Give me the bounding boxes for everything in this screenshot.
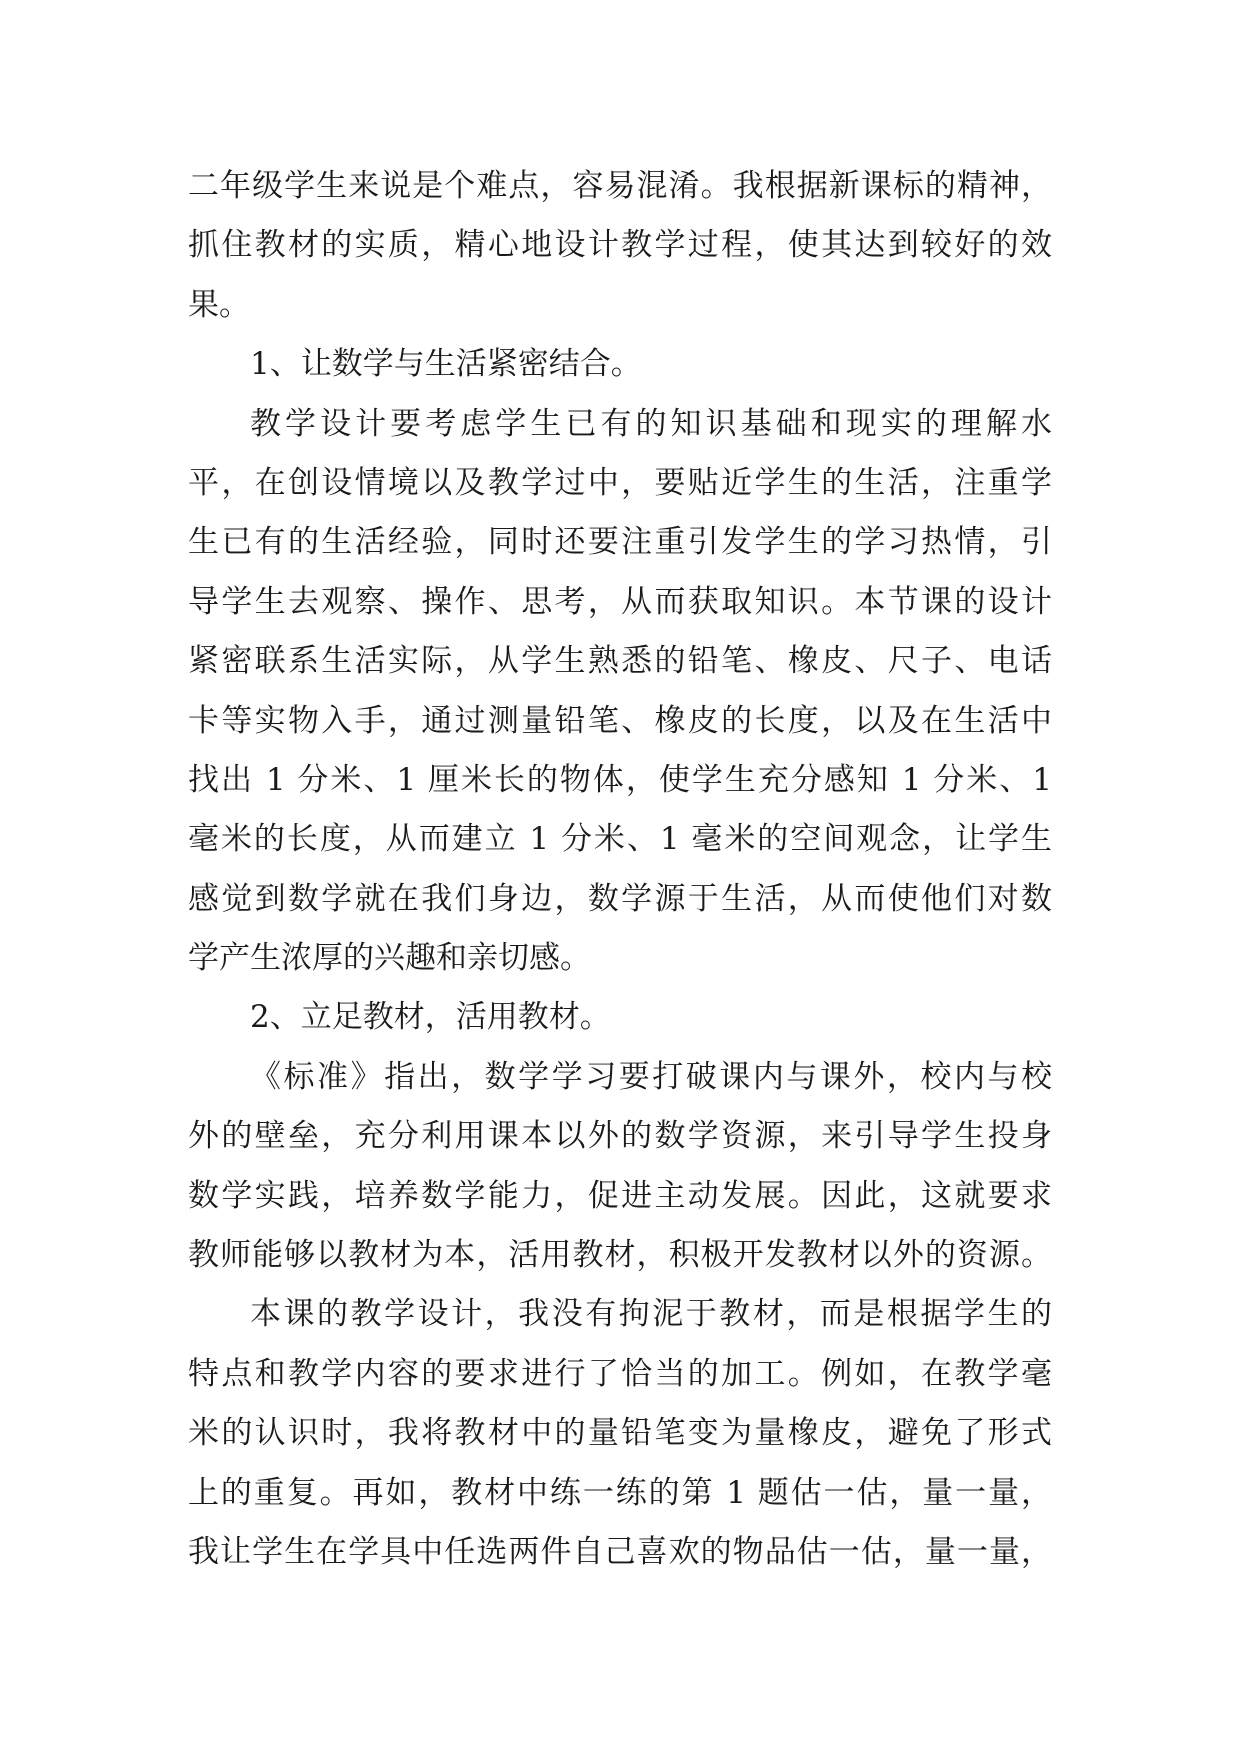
text-line: 果。 [188, 286, 250, 323]
text-line: 本课的教学设计，我没有拘泥于教材，而是根据学生的 [250, 1296, 1052, 1333]
text-line: 生已有的生活经验，同时还要注重引发学生的学习热情，引 [188, 524, 1052, 561]
text-line: 1、让数学与生活紧密结合。 [250, 346, 642, 383]
text-line: 教师能够以教材为本，活用教材，积极开发教材以外的资源。 [188, 1237, 1052, 1274]
text-line: 米的认识时，我将教材中的量铅笔变为量橡皮，避免了形式 [188, 1415, 1052, 1452]
text-line: 学产生浓厚的兴趣和亲切感。 [188, 940, 591, 977]
text-line: 紧密联系生活实际，从学生熟悉的铅笔、橡皮、尺子、电话 [188, 643, 1052, 680]
text-line: 《标准》指出，数学学习要打破课内与课外，校内与校 [250, 1058, 1052, 1095]
text-line: 二年级学生来说是个难点，容易混淆。我根据新课标的精神， [188, 168, 1052, 204]
text-line: 2、立足教材，活用教材。 [250, 999, 611, 1036]
text-line: 卡等实物入手，通过测量铅笔、橡皮的长度，以及在生活中 [188, 702, 1052, 739]
text-line: 外的壁垒，充分利用课本以外的数学资源，来引导学生投身 [188, 1118, 1052, 1155]
text-line: 上的重复。再如，教材中练一练的第 1 题估一估，量一量， [188, 1474, 1052, 1511]
text-line: 感觉到数学就在我们身边，数学源于生活，从而使他们对数 [188, 880, 1052, 917]
text-line: 导学生去观察、操作、思考，从而获取知识。本节课的设计 [188, 583, 1052, 620]
text-line: 平，在创设情境以及教学过中，要贴近学生的生活，注重学 [188, 464, 1052, 501]
body-text [188, 157, 1052, 1582]
text-line: 数学实践，培养数学能力，促进主动发展。因此，这就要求 [188, 1177, 1052, 1214]
text-line: 特点和教学内容的要求进行了恰当的加工。例如，在教学毫 [188, 1355, 1052, 1392]
text-line: 我让学生在学具中任选两件自己喜欢的物品估一估，量一量， [188, 1533, 1052, 1570]
text-line: 抓住教材的实质，精心地设计教学过程，使其达到较好的效 [188, 227, 1052, 264]
text-line: 毫米的长度，从而建立 1 分米、1 毫米的空间观念，让学生 [188, 821, 1052, 858]
text-line: 教学设计要考虑学生已有的知识基础和现实的理解水 [250, 405, 1052, 442]
text-line: 找出 1 分米、1 厘米长的物体，使学生充分感知 1 分米、1 [188, 761, 1052, 798]
